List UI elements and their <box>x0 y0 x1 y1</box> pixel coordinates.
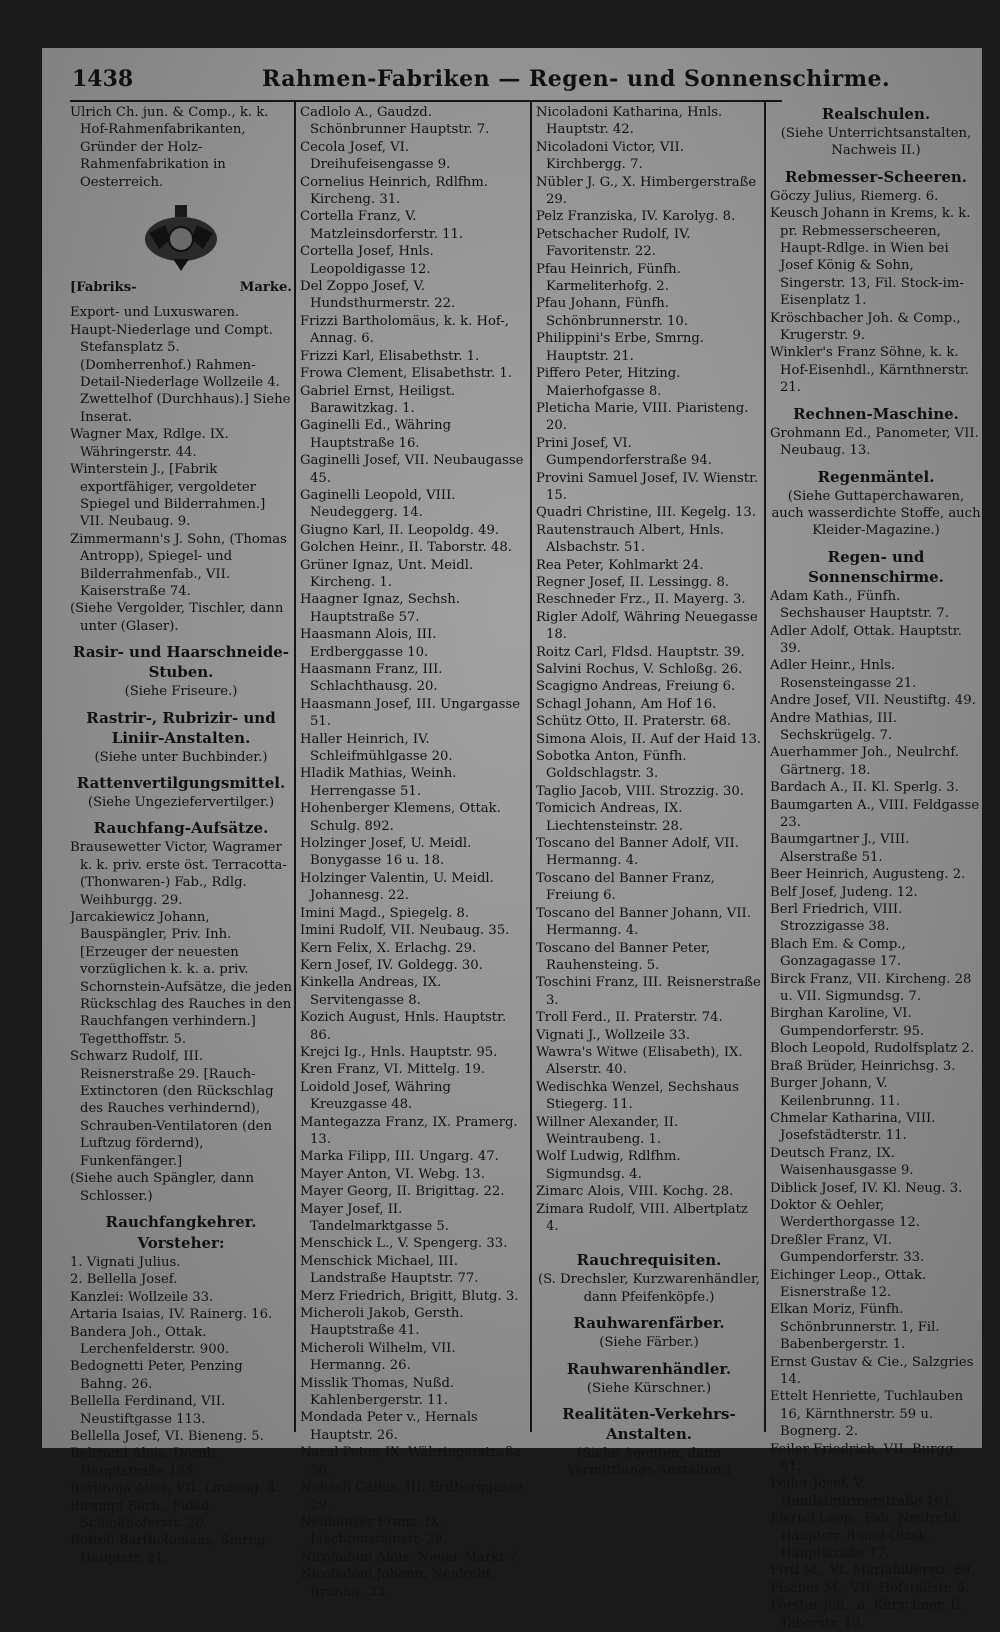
directory-entry: Kozich August, Hnls. Hauptstr. 86. <box>300 1010 507 1043</box>
column-2 <box>300 104 528 1601</box>
mark-label-right: Marke. <box>239 280 292 296</box>
entry-list <box>70 1254 292 1567</box>
section-heading: Rauchrequisiten. <box>576 1251 722 1270</box>
directory-entry: Kren Franz, VI. Mittelg. 19. <box>300 1062 486 1078</box>
directory-entry: Burger Johann, V. Keilenbrunng. 11. <box>770 1076 901 1109</box>
directory-entry: Andre Mathias, III. Sechskrügelg. 7. <box>770 710 897 743</box>
directory-entry: Adler Heinr., Hnls. Rosensteingasse 21. <box>770 658 917 691</box>
entry-list <box>70 104 292 191</box>
entry-list <box>770 588 982 1632</box>
entry-list <box>70 839 292 1205</box>
directory-entry: Toscano del Banner Franz, Freiung 6. <box>536 870 715 904</box>
column-3 <box>536 104 762 1483</box>
directory-entry: Blach Em. & Comp., Gonzagagasse 17. <box>770 936 906 970</box>
directory-entry: Kinkella Andreas, IX. Servitengasse 8. <box>300 975 442 1008</box>
directory-entry: Nicoladoni Alois, Neuer Markt 7. <box>300 1549 522 1565</box>
directory-entry: Fischer M., VII. Hofstallstr. 5. <box>770 1580 970 1596</box>
directory-entry: Menschick Michael, III. Landstraße Hauptstr. 77. <box>300 1253 479 1287</box>
directory-entry: Pfau Heinrich, Fünfh. Karmeliterhofg. 2. <box>536 261 681 295</box>
directory-entry: Vignati J., Wollzeile 33. <box>536 1027 691 1043</box>
section-heading: Rebmesser-Scheeren. <box>784 167 967 186</box>
directory-entry: Nicoladoni Victor, VII. Kirchbergg. 7. <box>536 139 684 173</box>
column-1 <box>70 104 292 1567</box>
directory-entry: Willner Alexander, II. Weintraubeng. 1. <box>536 1114 679 1147</box>
directory-entry: Neuhauser Franz, IX. Liechtensteinstr. 29. <box>300 1514 448 1548</box>
directory-entry: Mayer Josef, II. Tandelmarktgasse 5. <box>300 1201 449 1234</box>
directory-entry: Bedognetti Peter, Penzing Bahng. 26. <box>70 1359 243 1392</box>
directory-entry: Mantegazza Franz, IX. Pramerg. 13. <box>300 1114 518 1147</box>
directory-entry: Haasmann Alois, III. Erdberggasse 10. <box>300 627 437 660</box>
directory-entry: Kern Josef, IV. Goldegg. 30. <box>300 957 483 973</box>
directory-entry: Förster Joh., a. Kürschner, II. Taborstr. 10. <box>770 1598 965 1631</box>
directory-entry: Doktor & Oehler, Werderthorgasse 12. <box>770 1197 920 1231</box>
directory-entry: Deutsch Franz, IX. Waisenhausgasse 9. <box>770 1145 914 1179</box>
directory-entry: Belf Josef, Judeng. 12. <box>770 884 918 900</box>
directory-entry: Birampi Barb., Fldsd. Schloßhoferstr. 20. <box>70 1498 214 1531</box>
directory-entry: Gaginelli Josef, VII. Neubaugasse 45. <box>300 453 524 486</box>
directory-entry: Cortella Franz, V. Matzleinsdorferstr. 11. <box>300 209 464 242</box>
directory-entry: Wolf Ludwig, Rdlfhm. Sigmundsg. 4. <box>536 1149 681 1182</box>
directory-entry: Berlinoja Alois, VII. Lindeng. 4. <box>70 1481 280 1497</box>
directory-entry: Zimarc Alois, VIII. Kochg. 28. <box>536 1184 734 1200</box>
running-title: Rahmen-Fabriken — Regen- und Sonnenschirme. <box>262 66 891 92</box>
section-heading: Rechnen-Maschine. <box>793 404 959 423</box>
directory-entry: Hladik Mathias, Weinh. Herrengasse 51. <box>300 766 457 799</box>
directory-entry: 2. Bellella Josef. <box>70 1272 178 1288</box>
directory-entry: Holzinger Valentin, U. Meidl. Johannesg. 22. <box>300 870 494 904</box>
directory-entry: Regner Josef, II. Lessingg. 8. <box>536 574 730 590</box>
directory-entry: Winterstein J., [Fabrik exportfähiger, vergoldeter Spiegel und Bilderrahmen.] VII. Neubaug. 9. <box>70 462 266 530</box>
directory-entry: Berl Friedrich, VIII. Strozzigasse 38. <box>770 902 903 935</box>
entry-list <box>770 425 982 460</box>
trademark-line <box>70 279 292 296</box>
directory-entry: Beer Heinrich, Augusteng. 2. <box>770 867 966 883</box>
directory-entry: Zimara Rudolf, VIII. Albertplatz 4. <box>536 1201 748 1234</box>
section-heading: Rauhwarenhändler. <box>566 1359 732 1378</box>
directory-entry: Frizzi Bartholomäus, k. k. Hof-, Annag. 6. <box>300 313 509 347</box>
directory-entry: Taglio Jacob, VIII. Strozzig. 30. <box>536 783 744 799</box>
directory-entry: Cadlolo A., Gaudzd. Schönbrunner Hauptstr. 7. <box>300 105 490 138</box>
directory-entry: Dreßler Franz, VI. Gumpendorferstr. 33. <box>770 1232 925 1266</box>
directory-entry: Del Zoppo Josef, V. Hundsthurmerstr. 22. <box>300 279 456 312</box>
directory-entry: Export- und Luxuswaren. <box>70 305 240 321</box>
directory-entry: Tomicich Andreas, IX. Liechtensteinstr. 28. <box>536 801 684 834</box>
directory-entry: Baumgarten A., VIII. Feldgasse 23. <box>770 797 980 830</box>
entry-list <box>770 188 982 397</box>
section-heading: Rastrir-, Rubrizir- und Liniir-Anstalten. <box>86 708 276 747</box>
directory-entry: Pelz Franziska, IV. Karolyg. 8. <box>536 209 736 225</box>
directory-entry: Jarcakiewicz Johann, Bauspängler, Priv. Inh. [Erzeuger der neuesten vorzüglichen k. k. a. priv. Schornstein-Aufsätze, die jeden Rückschlag des Rauches in den Rauchfangen verhindern.] Tegetthoffstr. 5. <box>70 910 292 1047</box>
entry-list <box>300 104 528 1601</box>
directory-entry: Artaria Isaias, IV. Rainerg. 16. <box>70 1307 273 1323</box>
directory-entry: Grüner Ignaz, Unt. Meidl. Kircheng. 1. <box>300 557 474 590</box>
directory-entry: Simona Alois, II. Auf der Haid 13. <box>536 731 762 747</box>
directory-entry: Birghan Karoline, VI. Gumpendorferstr. 95. <box>770 1006 925 1039</box>
directory-entry: Schütz Otto, II. Praterstr. 68. <box>536 714 732 730</box>
directory-entry: Roitz Carl, Fldsd. Hauptstr. 39. <box>536 644 745 660</box>
directory-entry: Misslik Thomas, Nußd. Kahlenbergerstr. 11. <box>300 1375 455 1409</box>
directory-entry: Pletichа Marie, VIII. Piaristeng. 20. <box>536 400 749 434</box>
directory-entry: Scagigno Andreas, Freiung 6. <box>536 679 736 695</box>
column-divider <box>294 102 296 1432</box>
directory-entry: Nübler J. G., X. Himbergerstraße 29. <box>536 174 757 208</box>
directory-entry: Gaginelli Ed., Währing Hauptstraße 16. <box>300 418 452 451</box>
directory-entry: Braß Brüder, Heinrichsg. 3. <box>770 1058 956 1074</box>
directory-entry: Eichinger Leop., Ottak. Eisnerstraße 12. <box>770 1267 927 1300</box>
directory-entry: Merz Friedrich, Brigitt, Blutg. 3. <box>300 1288 519 1304</box>
directory-entry: Hohenberger Klemens, Ottak. Schulg. 892. <box>300 801 501 834</box>
directory-entry: Haupt-Niederlage und Compt. Stefansplatz 5. (Domherrenhof.) Rahmen-Detail-Niederlage Wollzeile 4. Zwettelhof (Durchhaus).] Siehe Inserat. <box>70 322 291 425</box>
directory-entry: Reschneder Frz., II. Mayerg. 3. <box>536 592 746 608</box>
directory-entry: Bandera Joh., Ottak. Lerchenfelderstr. 900. <box>70 1324 230 1357</box>
section-heading: Rattenvertilgungsmittel. <box>76 773 286 792</box>
directory-entry: Bottoli Bartholomäus, Smrng. Hauptstr. 21. <box>70 1533 270 1566</box>
directory-entry: Nehasil Gallus, III. Erdberggasse 29. <box>300 1480 523 1513</box>
section-reference: (Siehe Agenten, dann Vermittlungs-Anstalten.) <box>567 1446 731 1479</box>
directory-entry: Holzinger Josef, U. Meidl. Bonygasse 16 u. 18. <box>300 836 472 869</box>
section-heading: Realschulen. <box>821 105 931 123</box>
directory-entry: Haller Heinrich, IV. Schleifmühlgasse 20. <box>300 731 453 765</box>
directory-entry: Troll Ferd., II. Praterstr. 74. <box>536 1010 723 1026</box>
directory-entry: Rigler Adolf, Währing Neuegasse 18. <box>536 609 758 643</box>
section-heading: Rauchfangkehrer. <box>105 1212 257 1231</box>
directory-entry: Schagl Johann, Am Hof 16. <box>536 696 717 712</box>
section-reference: (S. Drechsler, Kurzwarenhändler, dann Pfeifenköpfe.) <box>537 1272 761 1305</box>
entry-list <box>536 104 762 1235</box>
directory-entry: Kanzlei: Wollzeile 33. <box>70 1289 214 1305</box>
directory-entry: Gaginelli Leopold, VIII. Neudeggerg. 14. <box>300 487 456 521</box>
directory-entry: Auerhammer Joh., Neulrchf. Gärtnerg. 18. <box>770 745 959 778</box>
directory-entry: Mondada Peter v., Hernals Hauptstr. 26. <box>300 1410 478 1443</box>
directory-entry: Rautenstrauch Albert, Hnls. Alsbachstr. 51. <box>536 522 725 556</box>
directory-entry: Provini Samuel Josef, IV. Wienstr. 15. <box>536 470 759 503</box>
directory-entry: Giugno Karl, II. Leopoldg. 49. <box>300 522 500 538</box>
page-header <box>42 66 982 98</box>
section-reference: (Siehe Friseure.) <box>124 684 238 700</box>
directory-entry: Haagner Ignaz, Sechsh. Hauptstraße 57. <box>300 592 460 625</box>
directory-entry: Wagner Max, Rdlge. IX. Währingerstr. 44. <box>70 427 229 460</box>
directory-entry: Cortella Josef, Hnls. Leopoldigasse 12. <box>300 244 434 277</box>
section-heading: Rasir- und Haarschneide-Stuben. <box>73 643 289 682</box>
section-reference: (Siehe Ungeziefervertilger.) <box>87 794 275 810</box>
directory-entry: Imini Magd., Spiegelg. 8. <box>300 905 470 921</box>
directory-entry: Toscano del Banner Peter, Rauhensteing. 5. <box>536 940 711 973</box>
directory-entry: Cornelius Heinrich, Rdlfhm. Kircheng. 31. <box>300 174 488 208</box>
directory-page <box>42 48 982 1631</box>
directory-entry: Nicoladoni Johann, Neulrchf. Brunng. 33. <box>300 1567 495 1600</box>
directory-entry: Toscano del Banner Johann, VII. Hermanng. 4. <box>536 905 751 939</box>
directory-entry: Elkan Moriz, Fünfh. Schönbrunnerstr. 1, Fil. Babenbergerstr. 1. <box>770 1302 940 1353</box>
directory-entry: Krejci Ig., Hnls. Hauptstr. 95. <box>300 1044 498 1060</box>
directory-entry: Adler Adolf, Ottak. Hauptstr. 39. <box>770 623 962 656</box>
directory-entry: Nicoladoni Katharina, Hnls. Hauptstr. 42. <box>536 105 723 138</box>
directory-entry: Ettelt Henriette, Tuchlauben 16, Kärnthnerstr. 59 u. Bognerg. 2. <box>770 1389 964 1440</box>
column-divider <box>530 102 532 1432</box>
subsection-heading: Vorsteher: <box>137 1233 225 1252</box>
directory-entry: Beltrami Alois, Dornb. Hauptstraße 135. <box>70 1446 220 1479</box>
entry-list <box>70 304 292 635</box>
directory-entry: Salvini Rochus, V. Schloßg. 26. <box>536 662 743 677</box>
directory-entry: Piffero Peter, Hitzing. Maierhofgasse 8. <box>536 366 681 399</box>
directory-entry: (Siehe auch Spängler, dann Schlosser.) <box>70 1171 254 1204</box>
directory-entry: Winkler's Franz Söhne, k. k. Hof-Eisenhdl., Kärnthnerstr. 21. <box>770 345 969 396</box>
directory-entry: Philippini's Erbe, Smrng. Hauptstr. 21. <box>536 331 704 364</box>
directory-entry: Feiler Josef, V. Hundsthurmerstraße 101. <box>770 1476 956 1509</box>
directory-entry: Grohmann Ed., Panometer, VII. Neubaug. 13. <box>770 425 979 459</box>
directory-entry: Sobotka Anton, Fünfh. Goldschlagstr. 3. <box>536 749 687 782</box>
section-heading: Regenmäntel. <box>817 467 935 486</box>
directory-entry: Imini Rudolf, VII. Neubaug. 35. <box>300 923 510 939</box>
directory-entry: Micheroli Wilhelm, VII. Hermanng. 26. <box>300 1340 456 1374</box>
directory-entry: (Siehe Vergolder, Tischler, dann unter (Glaser). <box>70 601 284 634</box>
directory-entry: Toschini Franz, III. Reisnerstraße 3. <box>536 975 761 1008</box>
section-reference: (Siehe Unterrichtsanstalten, Nachweis II.) <box>780 126 972 159</box>
directory-entry: Feiler Friedrich, VII. Burgg. 61. <box>770 1441 958 1475</box>
section-reference: (Siehe Guttaperchawaren, auch wasserdichte Stoffe, auch Kleider-Magazine.) <box>771 488 981 539</box>
mark-label-left: [Fabriks- <box>70 280 137 296</box>
directory-entry: Frowa Clement, Elisabethstr. 1. <box>300 366 512 382</box>
directory-entry: Loidold Josef, Währing Kreuzgasse 48. <box>300 1079 451 1113</box>
directory-entry: Haasmann Franz, III. Schlachthausg. 20. <box>300 662 443 695</box>
directory-entry: Firtl M., VI. Mariahilferstr. 89. <box>770 1563 975 1579</box>
directory-entry: Wawra's Witwe (Elisabeth), IX. Alserstr. 40. <box>536 1044 743 1078</box>
section-heading: Regen- und Sonnenschirme. <box>808 547 944 586</box>
directory-entry: Adam Kath., Fünfh. Sechshauser Hauptstr. 7. <box>770 588 949 622</box>
directory-entry: Birck Franz, VII. Kircheng. 28 u. VII. Sigmundsg. 7. <box>770 971 972 1005</box>
directory-entry: Micheroli Jakob, Gersth. Hauptstraße 41. <box>300 1306 464 1339</box>
directory-entry: Schwarz Rudolf, III. Reisnerstraße 29. [Rauch-Extinctoren (den Rückschlag des Rauches verhindernd), Schrauben-Ventilatoren (den Luftzug fördernd), Funkenfänger.] <box>70 1049 274 1169</box>
section-heading: Realitäten-Verkehrs-Anstalten. <box>562 1405 736 1444</box>
directory-entry: Diblick Josef, IV. Kl. Neug. 3. <box>770 1180 963 1196</box>
directory-entry: Bardach A., II. Kl. Sperlg. 3. <box>770 780 959 796</box>
directory-entry: Toscano del Banner Adolf, VII. Hermanng. 4. <box>536 836 739 869</box>
directory-entry: Ulrich Ch. jun. & Comp., k. k. Hof-Rahmenfabrikanten, Gründer der Holz-Rahmenfabrikation in Oesterreich. <box>70 105 269 190</box>
column-divider <box>764 102 766 1432</box>
section-reference: (Siehe unter Buchbinder.) <box>94 749 268 765</box>
column-4 <box>770 104 982 1632</box>
directory-entry: Zimmermann's J. Sohn, (Thomas Antropp), Spiegel- und Bilderrahmenfab., VII. Kaiserstraße 74. <box>70 531 287 599</box>
directory-entry: Rea Peter, Kohlmarkt 24. <box>536 557 704 573</box>
directory-entry: Chmelar Katharina, VIII. Josefstädterstr. 11. <box>770 1110 936 1144</box>
directory-entry: Bloch Leopold, Rudolfsplatz 2. <box>770 1041 975 1057</box>
directory-entry: Keusch Johann in Krems, k. k. pr. Rebmesserscheeren, Haupt-Rdlge. in Wien bei Josef König & Sohn, Singerstr. 13, Fil. Stock-im-Eisenplatz 1. <box>770 206 971 309</box>
page-number: 1438 <box>72 66 134 92</box>
directory-entry: Nazal Peter, IX. Währingerstraße 50. <box>300 1445 522 1478</box>
section-reference: (Siehe Färber.) <box>599 1335 699 1351</box>
directory-entry: Menschick L., V. Spengerg. 33. <box>300 1236 508 1252</box>
directory-entry: Mayer Anton, VI. Webg. 13. <box>300 1166 485 1182</box>
directory-entry: Bellella Josef, VI. Bieneng. 5. <box>70 1428 264 1444</box>
directory-entry: Andre Josef, VII. Neustiftg. 49. <box>770 693 976 709</box>
directory-entry: Kern Felix, X. Erlachg. 29. <box>300 940 477 956</box>
eagle-emblem-icon <box>70 193 292 277</box>
header-rule <box>70 100 782 102</box>
directory-entry: Wedischka Wenzel, Sechshaus Stiegerg. 11. <box>536 1079 739 1113</box>
directory-entry: Baumgartner J., VIII. Alserstraße 51. <box>770 832 910 865</box>
section-reference: (Siehe Kürschner.) <box>586 1380 712 1396</box>
directory-entry: Marka Filipp, III. Ungarg. 47. <box>300 1149 499 1165</box>
section-heading: Rauchfang-Aufsätze. <box>93 819 269 838</box>
directory-entry: Gabriel Ernst, Heiligst. Barawitzkag. 1. <box>300 383 456 416</box>
directory-entry: Fiertel Leop., Fab. Neulrchf. Hauptstr. 8 und Ottak. Hauptstraße 17. <box>770 1511 961 1562</box>
directory-entry: Kröschbacher Joh. & Comp., Krugerstr. 9. <box>770 310 961 344</box>
directory-entry: Göczy Julius, Riemerg. 6. <box>770 188 939 204</box>
directory-entry: Quadri Christine, III. Kegelg. 13. <box>536 505 756 521</box>
directory-entry: Pfau Johann, Fünfh. Schönbrunnerstr. 10. <box>536 296 688 329</box>
directory-entry: Frizzi Karl, Elisabethstr. 1. <box>300 348 480 364</box>
directory-entry: Brausewetter Victor, Wagramer k. k. priv. erste öst. Terracotta-(Thonwaren-) Fab., Rdlg. Weihburgg. 29. <box>70 840 287 908</box>
directory-entry: Haasmann Josef, III. Ungargasse 51. <box>300 696 521 730</box>
directory-entry: Prini Josef, VI. Gumpendorferstraße 94. <box>536 435 712 469</box>
directory-entry: 1. Vignati Julius. <box>70 1254 181 1270</box>
directory-entry: Golchen Heinr., II. Taborstr. 48. <box>300 540 512 556</box>
directory-entry: Ernst Gustav & Cie., Salzgries 14. <box>770 1354 974 1387</box>
directory-entry: Bellella Ferdinand, VII. Neustiftgasse 113. <box>70 1394 226 1427</box>
directory-entry: Cecola Josef, VI. Dreihufeisengasse 9. <box>300 139 451 173</box>
directory-entry: Mayer Georg, II. Brigittag. 22. <box>300 1184 505 1200</box>
directory-entry: Petschacher Rudolf, IV. Favoritenstr. 22. <box>536 226 691 260</box>
section-heading: Rauhwarenfärber. <box>573 1314 725 1333</box>
